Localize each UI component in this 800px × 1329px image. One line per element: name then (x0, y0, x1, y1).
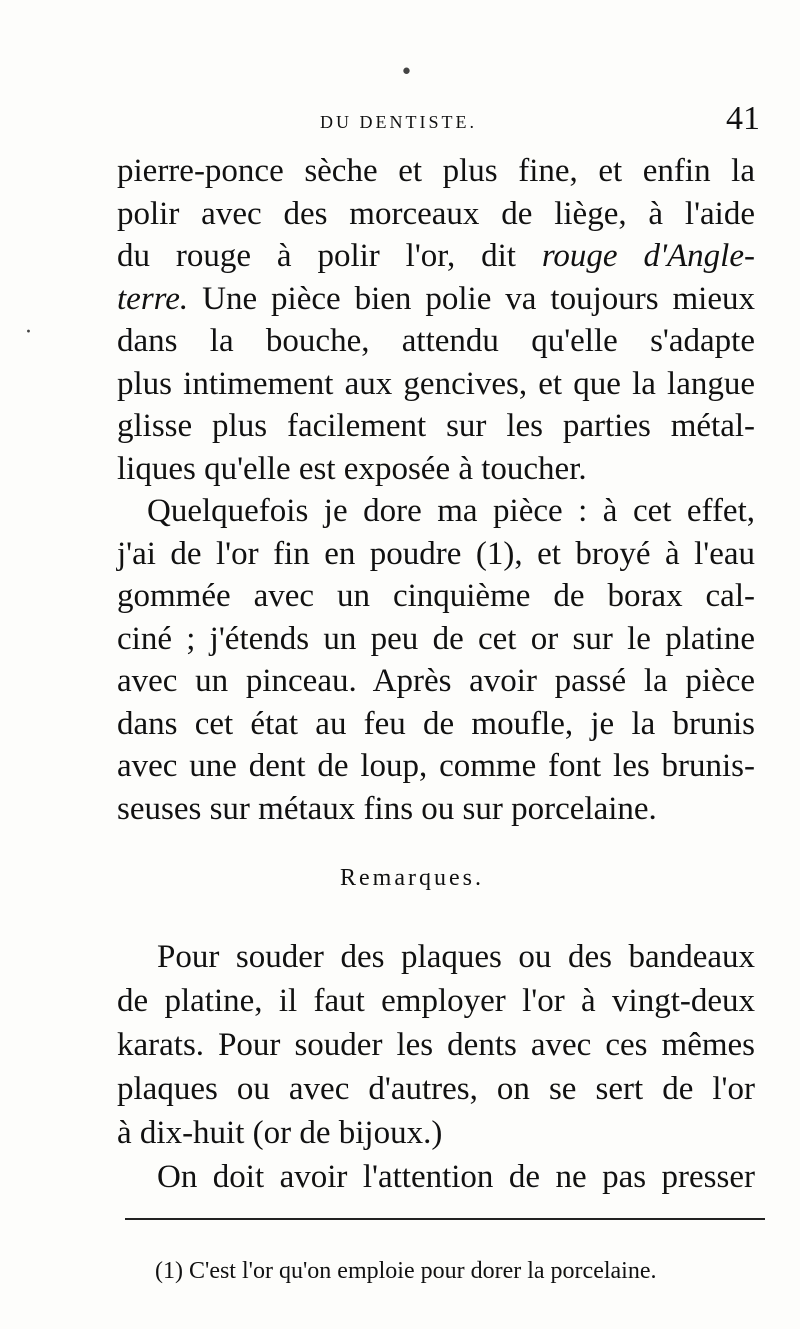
text-line: dans cet état au feu de moufle, je la brunis (117, 705, 755, 742)
text-line: On doit avoir l'attention de ne pas presser (157, 1159, 755, 1195)
footnote: (1) C'est l'or qu'on emploie pour dorer la porcelaine. (155, 1258, 657, 1284)
section-heading: Remarques. (340, 865, 484, 891)
text-line: de platine, il faut employer l'or à vingt-deux (117, 983, 755, 1019)
text-line: glisse plus facilement sur les parties métal- (117, 408, 755, 444)
text-line: seuses sur métaux fins ou sur porcelaine. (117, 790, 657, 827)
ink-speck-mark: · (25, 320, 32, 345)
italic-phrase: rouge d'Angle- (541, 238, 755, 274)
text-line (117, 235, 755, 278)
text-line: Quelquefois je dore ma pièce : à cet effet, (147, 493, 755, 529)
text-line: Pour souder des plaques ou des bandeaux (157, 939, 755, 975)
italic-phrase-end: terre. (117, 280, 189, 317)
text-line: gommée avec un cinquième de borax cal- (117, 578, 755, 614)
text-line: plus intimement aux gencives, et que la langue (117, 365, 755, 402)
text-line: j'ai de l'or fin en poudre (1), et broyé à l'eau (117, 535, 755, 572)
running-head: DU DENTISTE. (320, 112, 477, 132)
text-line: plaques ou avec d'autres, on se sert de l'or (117, 1071, 755, 1107)
text-line: liques qu'elle est exposée à toucher. (117, 450, 587, 487)
page-number: 41 (726, 100, 760, 137)
text-fragment: Une pièce bien polie va toujours mieux (188, 280, 755, 317)
ink-speck-mark: • (400, 60, 413, 85)
text-line: dans la bouche, attendu qu'elle s'adapte (117, 323, 755, 359)
text-line: avec une dent de loup, comme font les brunis- (117, 748, 755, 784)
text-fragment: du rouge à polir l'or, dit (117, 238, 542, 274)
remarks-text-block (117, 935, 755, 1199)
text-line (117, 278, 755, 321)
text-line: karats. Pour souder les dents avec ces mêmes (117, 1027, 755, 1063)
text-line: avec un pinceau. Après avoir passé la pièce (117, 663, 755, 699)
main-text-block (117, 150, 755, 830)
footnote-rule (125, 1218, 765, 1220)
text-line: pierre-ponce sèche et plus fine, et enfin la (117, 153, 755, 189)
text-line: polir avec des morceaux de liège, à l'aide (117, 195, 755, 232)
text-line: ciné ; j'étends un peu de cet or sur le platine (117, 620, 755, 657)
text-line: à dix-huit (or de bijoux.) (117, 1115, 443, 1151)
